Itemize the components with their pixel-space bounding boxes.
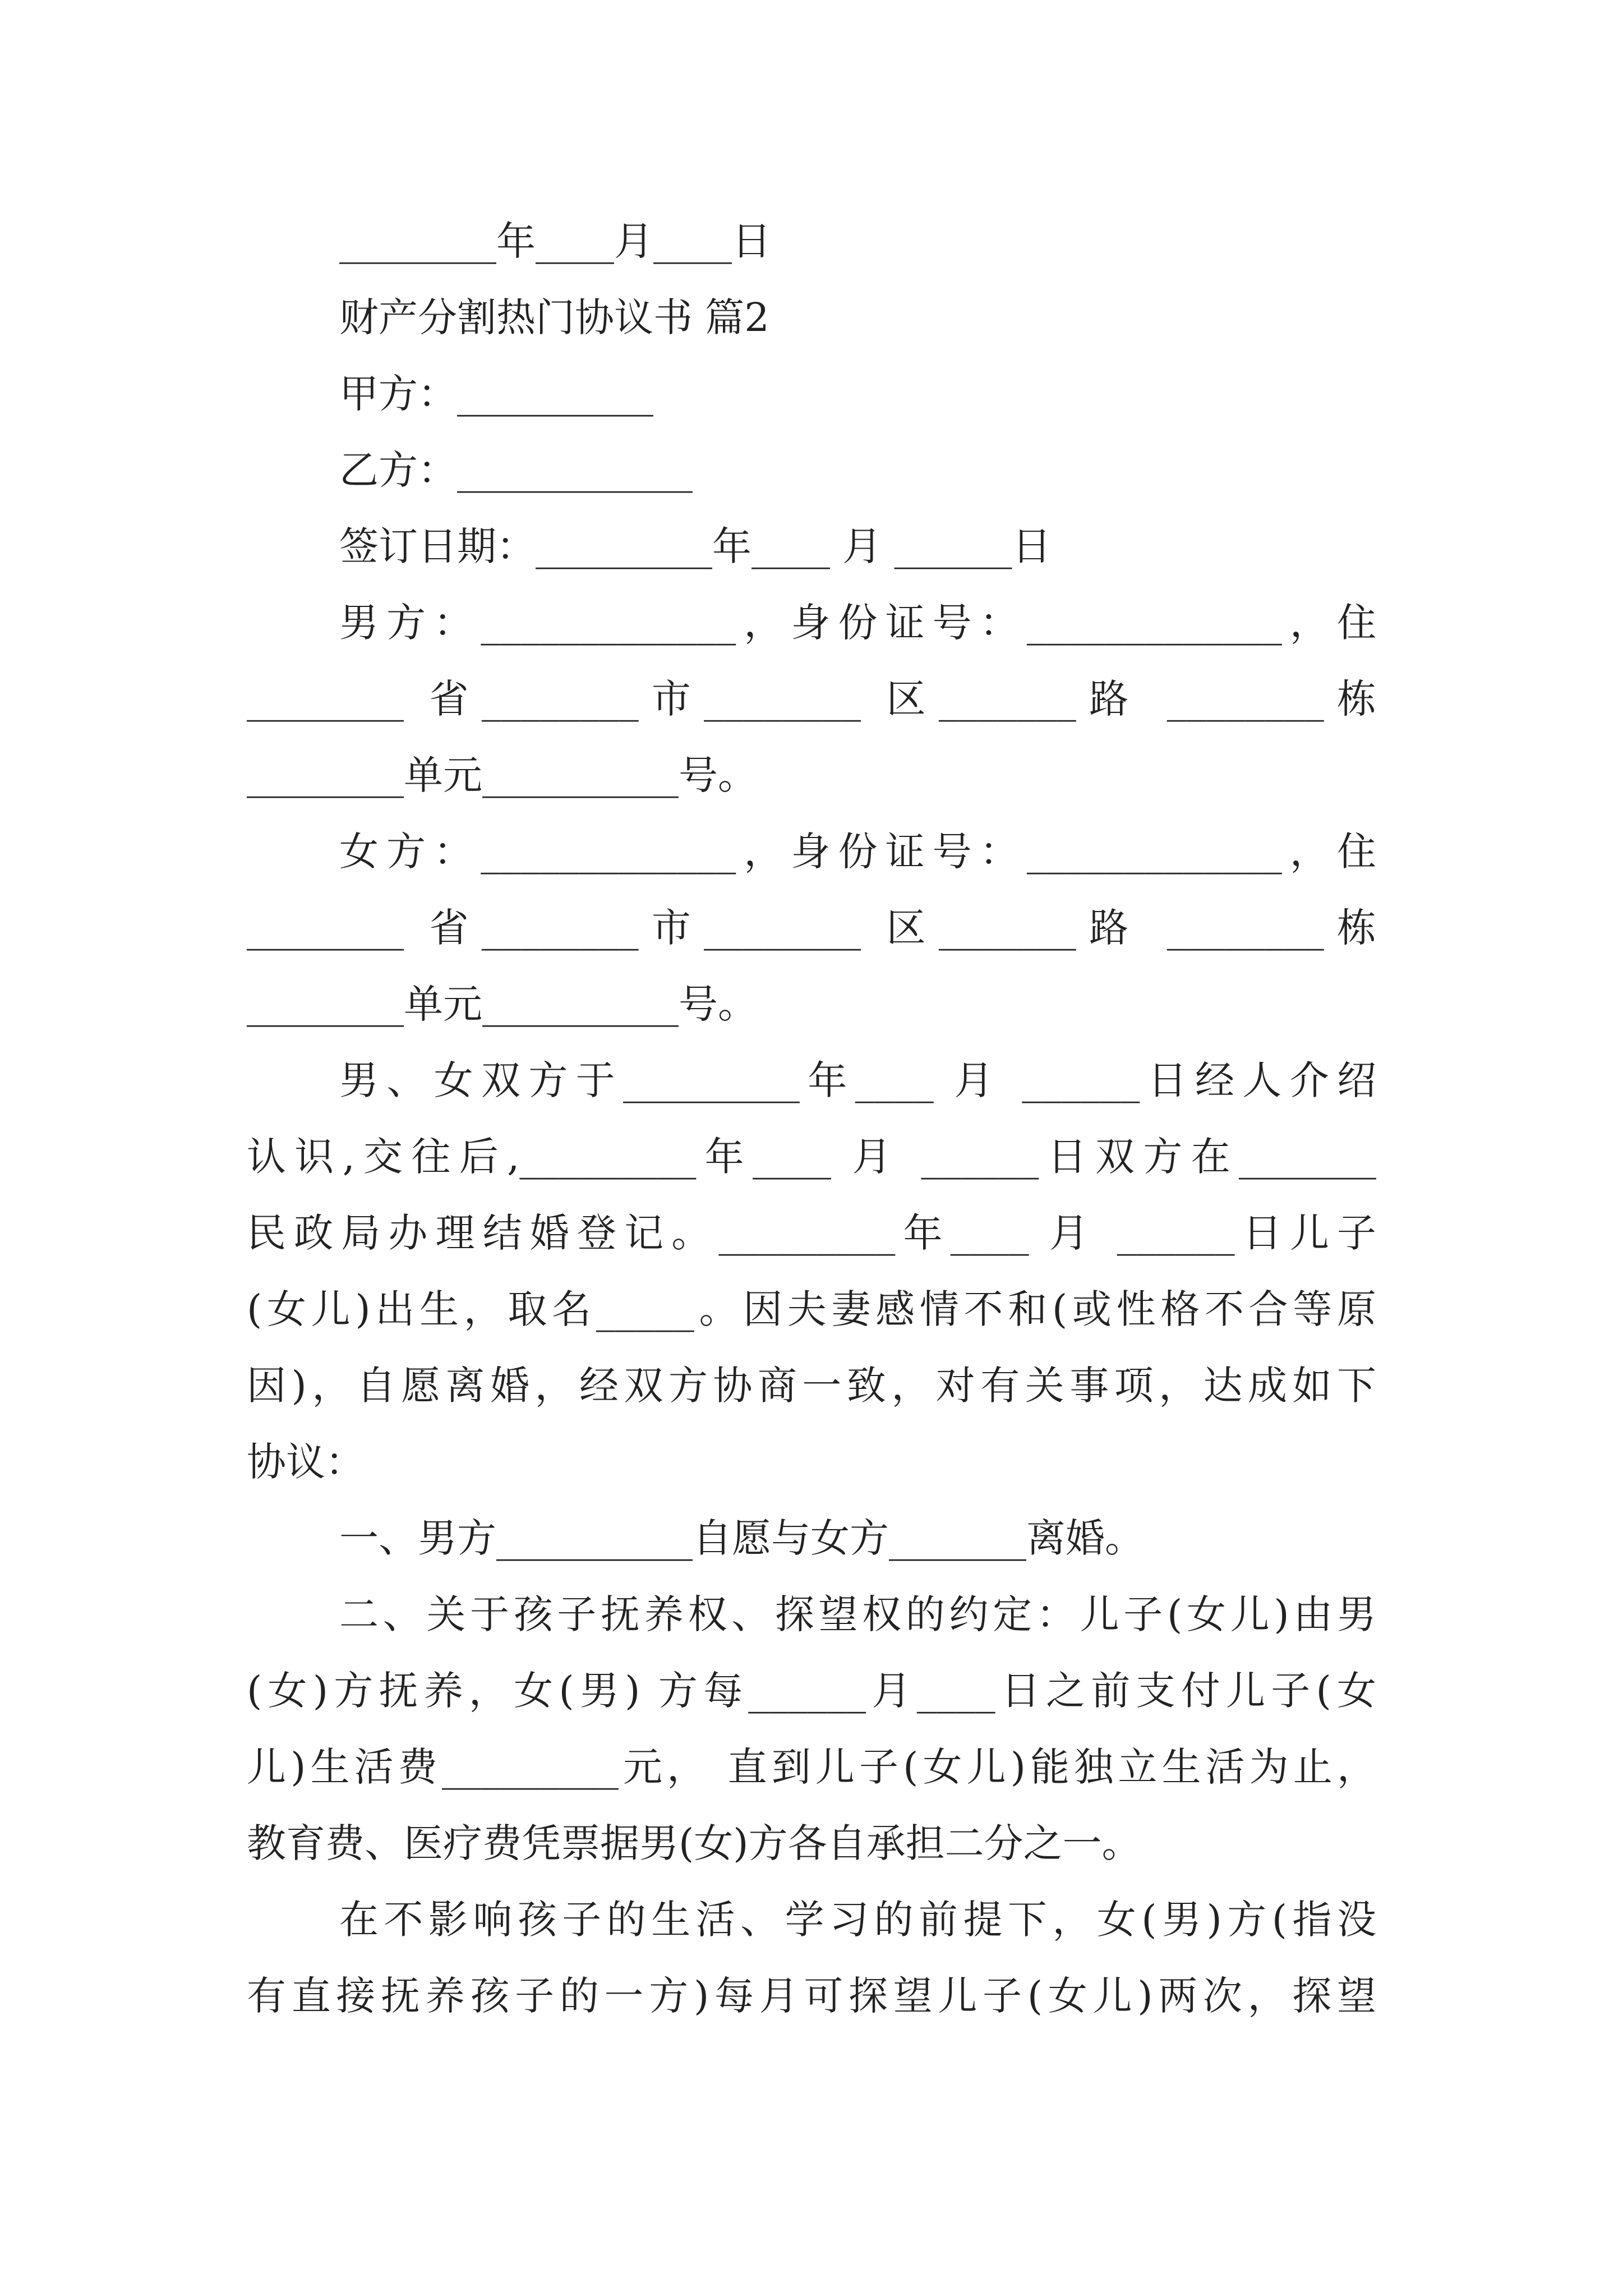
- clause-one-line: 一、男方__________自愿与女方_______离婚。: [339, 1515, 1144, 1561]
- visitation-paragraph-line: 有直接抚养孩子的一方)每月可探望儿子(女儿)两次，探望: [247, 1973, 1376, 2019]
- female-party-line: 女方：_____________，身份证号：_____________，住: [339, 829, 1376, 875]
- female-address-line: ________ 省________市________ 区_______路 ________栋: [247, 905, 1376, 951]
- male-party-line: 男方：_____________，身份证号：_____________，住: [339, 600, 1376, 646]
- clause-two-line: 儿)生活费_________元， 直到儿子(女儿)能独立生活为止，: [247, 1744, 1376, 1790]
- visitation-paragraph-line: 在不影响孩子的生活、学习的前提下，女(男)方(指没: [339, 1897, 1376, 1943]
- clause-two-line: 教育费、医疗费凭票据男(女)方各自承担二分之一。: [247, 1820, 1141, 1866]
- male-unit-line: ________单元__________号。: [247, 752, 757, 798]
- party-a-line: 甲方：__________: [339, 371, 653, 417]
- signing-date-line: 签订日期：_________年____ 月 ______日: [339, 523, 1052, 569]
- clause-two-line: 二、关于孩子抚养权、探望权的约定：儿子(女儿)由男: [339, 1591, 1376, 1637]
- paragraph-line: (女儿)出生，取名_____。因夫妻感情不和(或性格不合等原: [247, 1286, 1376, 1332]
- party-b-line: 乙方：____________: [339, 447, 693, 493]
- document-title: 财产分割热门协议书 篇2: [339, 295, 769, 341]
- paragraph-line: 男、女双方于_________年____ 月 ______日经人介绍: [339, 1057, 1376, 1103]
- paragraph-line: 因)，自愿离婚，经双方协商一致，对有关事项，达成如下: [247, 1363, 1376, 1409]
- date-blank-line: ________年____月____日: [339, 218, 771, 264]
- paragraph-line: 认识,交往后,_________年____ 月 ______日双方在_______: [247, 1134, 1376, 1180]
- paragraph-line: 民政局办理结婚登记。_________年____ 月 ______日儿子: [247, 1210, 1376, 1256]
- female-unit-line: ________单元__________号。: [247, 981, 757, 1027]
- paragraph-line: 协议：: [247, 1439, 365, 1485]
- male-address-line: ________ 省________市________ 区_______路 ________栋: [247, 676, 1376, 722]
- clause-two-line: (女)方抚养，女(男) 方每______月____日之前支付儿子(女: [247, 1668, 1376, 1714]
